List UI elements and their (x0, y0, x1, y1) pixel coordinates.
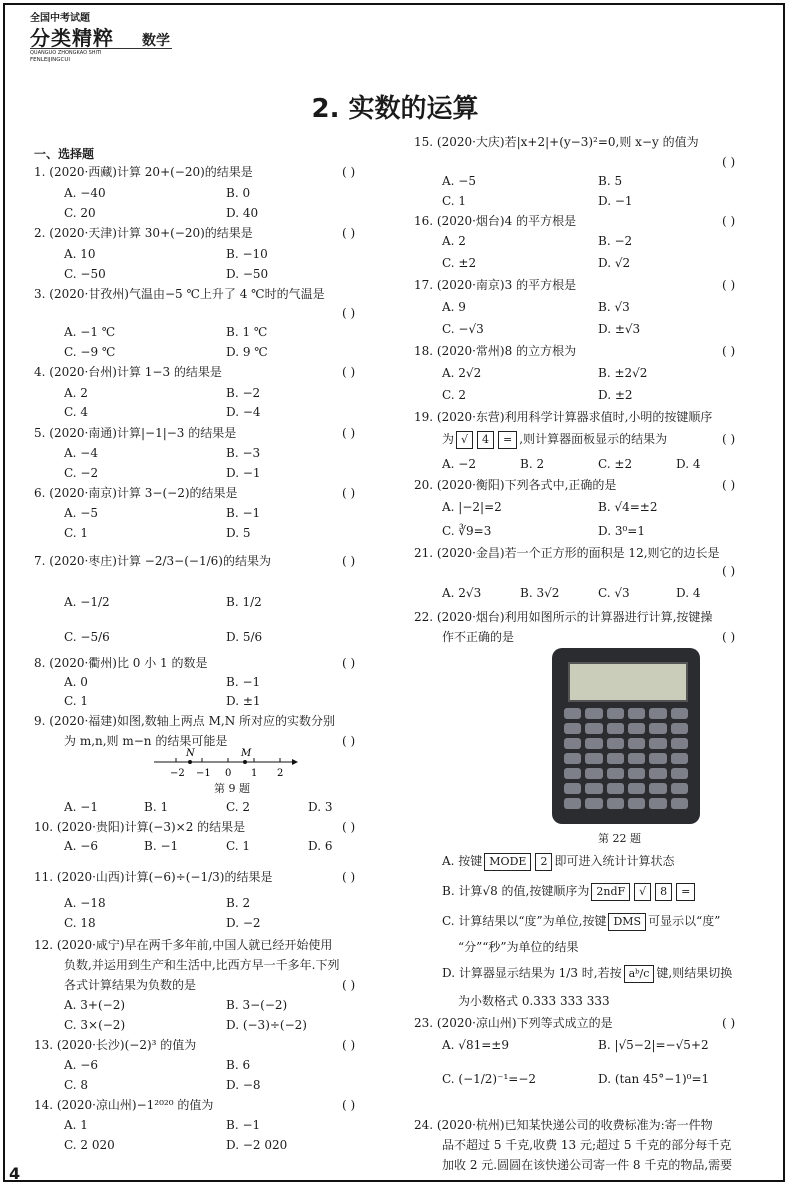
question-12-line3: 各式计算结果为负数的是 (64, 978, 197, 992)
point-m-label: M (241, 748, 252, 759)
question-15: 15. (2020·大庆)若|x+2|+(y−3)²=0,则 x−y 的值为 (414, 135, 699, 149)
option: B. √3 (598, 300, 630, 314)
option: A. −40 (64, 186, 106, 200)
sqrt-key: √ (456, 431, 473, 449)
option: D. −4 (226, 405, 261, 419)
question-13: 13. (2020·长沙)(−2)³ 的值为 (34, 1038, 197, 1052)
option: A. −1 ℃ (64, 325, 116, 339)
question-10: 10. (2020·贵阳)计算(−3)×2 的结果是 (34, 820, 246, 834)
option: C. 2 (442, 388, 467, 402)
option: D. 3 (308, 800, 333, 814)
series-top: 全国中考试题 (30, 13, 90, 24)
figure-caption: 第 9 题 (214, 782, 250, 795)
question-21: 21. (2020·金昌)若一个正方形的面积是 12,则它的边长是 (414, 546, 720, 560)
answer-paren: ( ) (342, 1098, 356, 1112)
option: C. −5/6 (64, 630, 110, 644)
option: A. −5 (64, 506, 98, 520)
answer-paren: ( ) (342, 554, 356, 568)
question-24: 24. (2020·杭州)已知某快递公司的收费标准为:寄一件物 (414, 1118, 713, 1132)
option: B. 3−(−2) (226, 998, 288, 1012)
answer-paren: ( ) (342, 734, 356, 748)
option: A. −18 (64, 896, 106, 910)
option: D. 5/6 (226, 630, 263, 644)
question-17: 17. (2020·南京)3 的平方根是 (414, 278, 577, 292)
option: A. |−2|=2 (442, 500, 502, 514)
question-5: 5. (2020·南通)计算|−1|−3 的结果是 (34, 426, 237, 440)
option: D. 40 (226, 206, 259, 220)
option: A. −1 (64, 800, 98, 814)
option: C. ±2 (598, 457, 633, 471)
option: C. (−1/2)⁻¹=−2 (442, 1072, 537, 1086)
question-12-line2: 负数,并运用到生产和生活中,比西方早一千多年.下列 (64, 958, 340, 972)
option: D. 4 (676, 457, 701, 471)
option: B. −1 (226, 1118, 261, 1132)
fraction-key: aᵇ/c (624, 965, 655, 983)
option: B. ±2√2 (598, 366, 648, 380)
option: A. −6 (64, 1058, 98, 1072)
q22-option-d (442, 964, 732, 983)
page-title: 2. 实数的运算 (311, 94, 479, 124)
option: A. 10 (64, 247, 96, 261)
q22-option-d-line2: 为小数格式 0.333 333 333 (458, 994, 610, 1008)
option: D. ±1 (226, 694, 261, 708)
equals-key: = (498, 431, 517, 449)
q22-b-pre: B. 计算√8 的值,按键顺序为 (442, 884, 590, 898)
question-16: 16. (2020·烟台)4 的平方根是 (414, 214, 577, 228)
option: A. 0 (64, 675, 88, 689)
option: A. −4 (64, 446, 98, 460)
option: D. ±2 (598, 388, 633, 402)
option: B. 2 (226, 896, 251, 910)
question-2: 2. (2020·天津)计算 30+(−20)的结果是 (34, 226, 253, 240)
option: B. 0 (226, 186, 251, 200)
answer-paren: ( ) (342, 978, 356, 992)
option: D. −50 (226, 267, 269, 281)
question-14: 14. (2020·凉山州)−1²⁰²⁰ 的值为 (34, 1098, 214, 1112)
number-line-figure (150, 748, 300, 780)
option: C. 8 (64, 1078, 89, 1092)
q22-option-c (442, 912, 720, 931)
answer-paren: ( ) (722, 478, 736, 492)
option: D. −1 (598, 194, 633, 208)
option: A. 1 (64, 1118, 88, 1132)
option: D. (−3)÷(−2) (226, 1018, 307, 1032)
question-22-line2: 作不正确的是 (442, 630, 515, 644)
mode-key: MODE (484, 853, 531, 871)
tick-label: −1 (196, 768, 211, 779)
question-23: 23. (2020·凉山州)下列等式成立的是 (414, 1016, 613, 1030)
option: B. −1 (226, 675, 261, 689)
option: C. 1 (64, 526, 89, 540)
answer-paren: ( ) (342, 870, 356, 884)
calculator-keypad (564, 708, 688, 809)
question-24-line2: 品不超过 5 千克,收费 13 元;超过 5 千克的部分每千克 (442, 1138, 732, 1152)
key-2: 2 (535, 853, 552, 871)
option: C. 20 (64, 206, 96, 220)
question-4: 4. (2020·台州)计算 1−3 的结果是 (34, 365, 222, 379)
option: B. √4=±2 (598, 500, 658, 514)
q22-option-a (442, 852, 674, 871)
option: D. 3⁰=1 (598, 524, 645, 538)
question-6: 6. (2020·南京)计算 3−(−2)的结果是 (34, 486, 238, 500)
option: A. 2√3 (442, 586, 482, 600)
q22-d-pre: D. 计算器显示结果为 1/3 时,若按 (442, 966, 622, 980)
option: D. 5 (226, 526, 251, 540)
option: A. 3+(−2) (64, 998, 126, 1012)
option: B. 3√2 (520, 586, 560, 600)
option: B. 5 (598, 174, 623, 188)
option: C. ±2 (442, 256, 477, 270)
option: C. 18 (64, 916, 96, 930)
series-pinyin: FENLEIJINGCUI (30, 57, 71, 63)
option: A. −2 (442, 457, 476, 471)
key-8: 8 (655, 883, 672, 901)
q22-c-pre: C. 计算结果以“度”为单位,按键 (442, 914, 607, 928)
q22-d-post: 键,则结果切换 (656, 966, 733, 980)
option: B. −2 (598, 234, 633, 248)
option: A. 2 (442, 234, 466, 248)
question-12: 12. (2020·咸宁)早在两千多年前,中国人就已经开始使用 (34, 938, 333, 952)
answer-paren: ( ) (342, 306, 356, 320)
option: A. −1/2 (64, 595, 110, 609)
option: D. −2 (226, 916, 261, 930)
answer-paren: ( ) (722, 564, 736, 578)
option: B. 1 (144, 800, 169, 814)
tick-label: −2 (170, 768, 185, 779)
option: B. 6 (226, 1058, 251, 1072)
option: C. 1 (64, 694, 89, 708)
option: B. −2 (226, 386, 261, 400)
answer-paren: ( ) (342, 426, 356, 440)
question-9: 9. (2020·福建)如图,数轴上两点 M,N 所对应的实数分别 (34, 714, 336, 728)
option: D. −8 (226, 1078, 261, 1092)
option: C. −√3 (442, 322, 484, 336)
question-20: 20. (2020·衡阳)下列各式中,正确的是 (414, 478, 617, 492)
answer-paren: ( ) (722, 278, 736, 292)
question-18: 18. (2020·常州)8 的立方根为 (414, 344, 577, 358)
answer-paren: ( ) (342, 1038, 356, 1052)
figure-caption: 第 22 题 (598, 832, 641, 845)
page-number: 4 (9, 1164, 21, 1183)
sqrt-key: √ (634, 883, 651, 901)
option: D. (tan 45°−1)⁰=1 (598, 1072, 710, 1086)
tick-label: 0 (225, 768, 232, 779)
question-19: 19. (2020·东营)利用科学计算器求值时,小明的按键顺序 (414, 410, 713, 424)
option: B. −1 (144, 839, 179, 853)
answer-paren: ( ) (342, 365, 356, 379)
calculator-image (552, 648, 700, 824)
point-n (188, 760, 192, 764)
option: C. −9 ℃ (64, 345, 116, 359)
question-24-line3: 加收 2 元.圆圆在该快递公司寄一件 8 千克的物品,需要 (442, 1158, 733, 1172)
option: B. −3 (226, 446, 261, 460)
option: D. 6 (308, 839, 333, 853)
option: A. −6 (64, 839, 98, 853)
option: B. 1/2 (226, 595, 262, 609)
question-22: 22. (2020·烟台)利用如图所示的计算器进行计算,按键操 (414, 610, 713, 624)
option: B. −1 (226, 506, 261, 520)
option: C. 1 (226, 839, 251, 853)
2ndf-key: 2ndF (591, 883, 630, 901)
answer-paren: ( ) (722, 344, 736, 358)
option: C. 2 020 (64, 1138, 115, 1152)
series-name: 分类精粹 (30, 26, 114, 50)
q22-option-c-line2: “分”“秒”为单位的结果 (458, 940, 579, 954)
option: C. 1 (442, 194, 467, 208)
option: A. 2√2 (442, 366, 482, 380)
subject: 数学 (142, 33, 170, 49)
dms-key: DMS (608, 913, 646, 931)
option: C. √3 (598, 586, 630, 600)
answer-paren: ( ) (722, 432, 736, 446)
question-8: 8. (2020·衢州)比 0 小 1 的数是 (34, 656, 208, 670)
answer-paren: ( ) (342, 226, 356, 240)
question-11: 11. (2020·山西)计算(−6)÷(−1/3)的结果是 (34, 870, 273, 884)
option: D. ±√3 (598, 322, 641, 336)
option: A. 2 (64, 386, 88, 400)
option: A. −5 (442, 174, 476, 188)
q22-a-post: 即可进入统计计算状态 (554, 854, 675, 868)
answer-paren: ( ) (722, 630, 736, 644)
option: C. 4 (64, 405, 89, 419)
option: B. 1 ℃ (226, 325, 268, 339)
series-pinyin-small: QUANGUO ZHONGKAO SHITI (30, 50, 102, 56)
option: B. 2 (520, 457, 545, 471)
point-m (243, 760, 247, 764)
option: C. −2 (64, 466, 99, 480)
answer-paren: ( ) (722, 155, 736, 169)
answer-paren: ( ) (342, 656, 356, 670)
option: C. −50 (64, 267, 106, 281)
option: D. 4 (676, 586, 701, 600)
section-heading: 一、选择题 (34, 147, 95, 161)
question-1: 1. (2020·西藏)计算 20+(−20)的结果是 (34, 165, 253, 179)
question-3: 3. (2020·甘孜州)气温由−5 ℃上升了 4 ℃时的气温是 (34, 287, 325, 301)
option: C. 3×(−2) (64, 1018, 126, 1032)
key-4: 4 (477, 431, 494, 449)
option: B. |√5−2|=−√5+2 (598, 1038, 709, 1052)
option: D. −2 020 (226, 1138, 288, 1152)
q19-pre: 为 (442, 432, 455, 446)
option: A. √81=±9 (442, 1038, 509, 1052)
question-9-line2: 为 m,n,则 m−n 的结果可能是 (64, 734, 228, 748)
tick-label: 2 (277, 768, 284, 779)
tick-label: 1 (251, 768, 258, 779)
answer-paren: ( ) (342, 165, 356, 179)
option: B. −10 (226, 247, 268, 261)
option: D. −1 (226, 466, 261, 480)
option: D. √2 (598, 256, 631, 270)
question-19-line2 (442, 430, 667, 449)
q19-post: ,则计算器面板显示的结果为 (519, 432, 668, 446)
answer-paren: ( ) (722, 214, 736, 228)
option: C. 2 (226, 800, 251, 814)
equals-key: = (676, 883, 695, 901)
option: A. 9 (442, 300, 466, 314)
question-7: 7. (2020·枣庄)计算 −2/3−(−1/6)的结果为 (34, 554, 271, 568)
q22-option-b (442, 882, 697, 901)
answer-paren: ( ) (722, 1016, 736, 1030)
calculator-display (568, 662, 688, 702)
answer-paren: ( ) (342, 820, 356, 834)
option: D. 9 ℃ (226, 345, 268, 359)
q22-c-post: 可显示以“度” (648, 914, 721, 928)
option: C. ∛9=3 (442, 524, 492, 538)
answer-paren: ( ) (342, 486, 356, 500)
point-n-label: N (186, 748, 195, 759)
header-rule (30, 48, 172, 49)
q22-a-pre: A. 按键 (442, 854, 483, 868)
axis-arrow (292, 759, 298, 765)
